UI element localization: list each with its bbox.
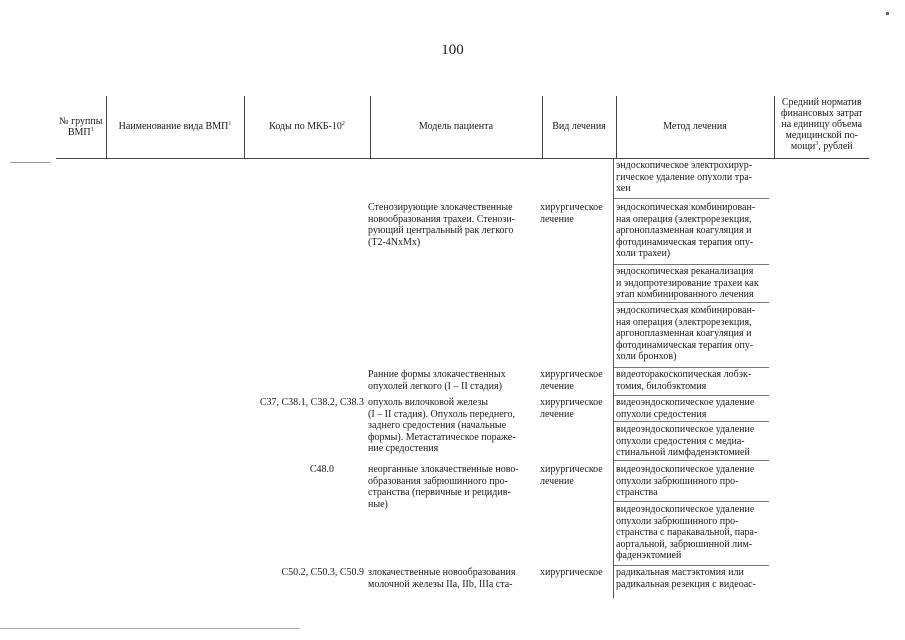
treatment-type-cell: хирургическое лечение — [540, 202, 603, 225]
row-divider — [614, 501, 769, 502]
treatment-type-cell: хирургическое лечение — [540, 369, 603, 392]
patient-model-cell: опухоль вилочковой железы (I – II стадия). Опухоль переднего, заднего средостения (начальные формы). Метастатическое пораже- ние средостения — [368, 397, 516, 454]
patient-model-cell: Ранние формы злокачественных опухолей легкого (I – II стадия) — [368, 369, 506, 392]
row-divider — [614, 460, 769, 461]
patient-model-cell: злокачественные новообразования молочной железы IIa, IIb, IIIa ста- — [368, 567, 516, 590]
row-divider — [614, 264, 769, 265]
header-cost-norm: Средний норматив финансовых затрат на единицу объема медицинской по-мощи$^3$, рублей — [774, 96, 869, 158]
row-divider — [614, 421, 769, 422]
header-group-number: № группы ВМП$^1$ — [56, 96, 106, 158]
method-cell: эндоскопическая реканализация и эндопротезирование трахеи как этап комбинированного лечения — [616, 266, 759, 300]
scan-speck — [10, 162, 50, 163]
row-divider — [614, 565, 769, 566]
patient-model-cell: неорганные злокачественные ново- образования забрюшинного про- странства (первичные и рецидив- ные) — [368, 464, 519, 510]
treatment-type-cell: хирургическое лечение — [540, 464, 603, 487]
header-icd-codes: Коды по МКБ-$10^2$ — [244, 96, 370, 158]
treatment-type-cell: хирургическое лечение — [540, 397, 603, 420]
table-header — [56, 96, 869, 159]
method-cell: эндоскопическое электрохирур- гическое удаление опухоли тра- хеи — [616, 160, 753, 194]
method-cell: видеоторакоскопическая лобэк- томия, билобэктомия — [616, 369, 752, 392]
header-vmp-name: Наименование вида ВМП$^1$ — [106, 96, 244, 158]
row-divider — [614, 302, 769, 303]
row-divider — [614, 395, 769, 396]
scan-speck — [886, 12, 889, 15]
icd-code-cell: C48.0 — [309, 464, 334, 475]
method-cell: эндоскопическая комбинирован- ная операция (электрорезекция, аргоноплазменная коагуляция и фотодинамическая терапия опу- холи трахеи) — [616, 202, 756, 259]
method-cell: видеоэндоскопическое удаление опухоли забрюшинного про- странства с паракавальной, пара- аортальной, забрюшинной лим- фаденэктомией — [616, 504, 758, 561]
method-cell: радикальная мастэктомия или радикальная резекция с видеоас- — [616, 567, 756, 590]
icd-code-cell: C50.2, C50.3, C50.9 — [281, 567, 364, 578]
header-treatment-type: Вид лечения — [542, 96, 616, 158]
header-treatment-method: Метод лечения — [616, 96, 774, 158]
scan-speck — [0, 628, 300, 629]
method-cell: видеоэндоскопическое удаление опухоли средостения с медиа- стинальной лимфаденэктомией — [616, 424, 755, 458]
method-cell: эндоскопическая комбинирован- ная операция (электрорезекция, аргоноплазменная коагуляция и фотодинамическая терапия опу- холи бронхов) — [616, 305, 756, 362]
method-cell: видеоэндоскопическое удаление опухоли средостения — [616, 397, 755, 420]
page-number: 100 — [441, 42, 464, 58]
treatment-type-cell: хирургическое — [540, 567, 603, 578]
method-cell: видеоэндоскопическое удаление опухоли забрюшинного про- странства — [616, 464, 755, 498]
row-divider — [614, 367, 769, 368]
row-divider — [614, 198, 769, 199]
icd-code-cell: C37, C38.1, C38.2, C38.3 — [259, 397, 364, 408]
patient-model-cell: Стенозирующие злокачественные новообразования трахеи. Стенози- рующий центральный рак легкого (T2-4NxMx) — [368, 202, 516, 248]
header-patient-model: Модель пациента — [370, 96, 542, 158]
